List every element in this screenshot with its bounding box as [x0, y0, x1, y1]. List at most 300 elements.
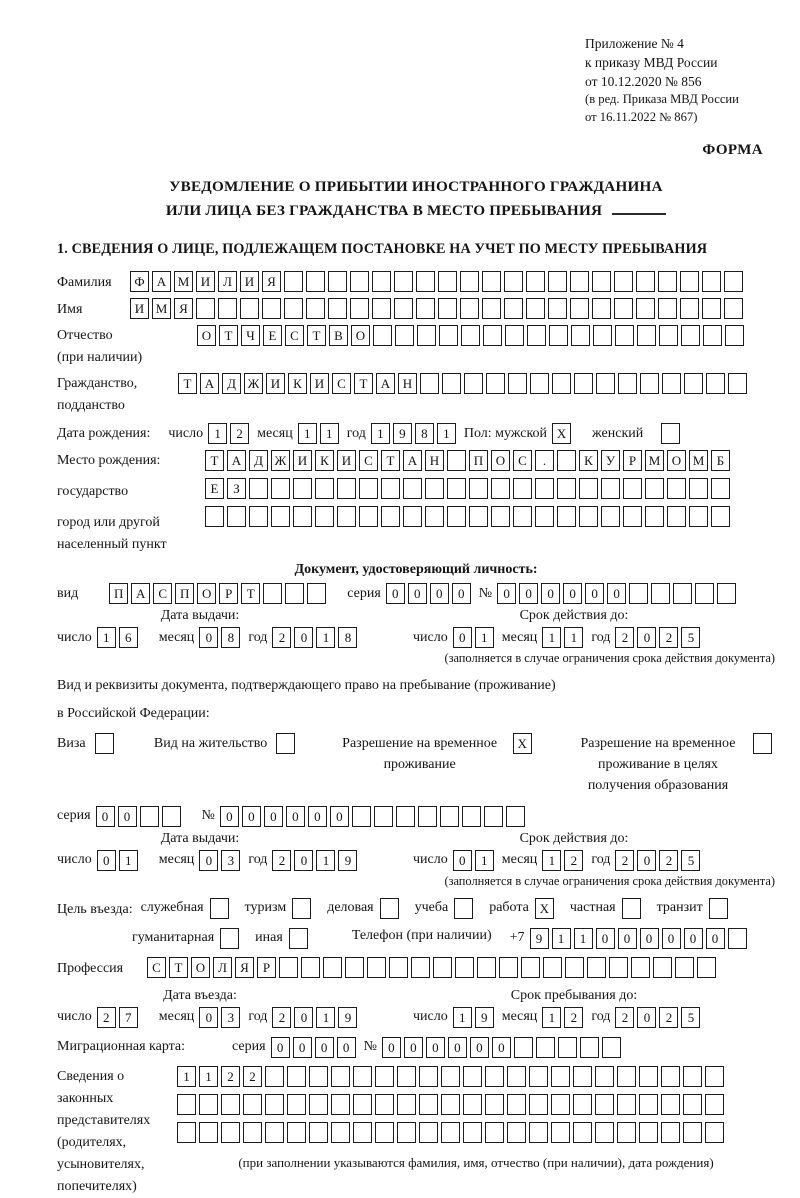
char-cell[interactable]: [461, 325, 480, 346]
char-cell[interactable]: [196, 298, 215, 319]
char-cell[interactable]: 0: [492, 1037, 511, 1058]
char-cell[interactable]: [373, 325, 392, 346]
char-cell[interactable]: 0: [242, 806, 261, 827]
char-cell[interactable]: 0: [293, 1037, 312, 1058]
char-cell[interactable]: 1: [542, 850, 561, 871]
char-cell[interactable]: [683, 1122, 702, 1143]
char-cell[interactable]: 1: [475, 627, 494, 648]
char-cell[interactable]: П: [469, 450, 488, 471]
char-cell[interactable]: 0: [118, 806, 137, 827]
char-cell[interactable]: [337, 478, 356, 499]
char-cell[interactable]: [345, 957, 364, 978]
char-cell[interactable]: [615, 325, 634, 346]
char-cell[interactable]: [265, 1066, 284, 1087]
char-cell[interactable]: [711, 506, 730, 527]
char-cell[interactable]: [587, 957, 606, 978]
char-cell[interactable]: [396, 806, 415, 827]
char-cell[interactable]: 5: [681, 1007, 700, 1028]
char-cell[interactable]: [367, 957, 386, 978]
char-cell[interactable]: [418, 806, 437, 827]
char-cell[interactable]: [307, 583, 326, 604]
char-cell[interactable]: [265, 1094, 284, 1115]
char-cell[interactable]: [375, 1094, 394, 1115]
char-cell[interactable]: 1: [97, 627, 116, 648]
char-cell[interactable]: [394, 298, 413, 319]
char-cell[interactable]: Д: [249, 450, 268, 471]
char-cell[interactable]: 1: [453, 1007, 472, 1028]
char-cell[interactable]: 0: [97, 850, 116, 871]
char-cell[interactable]: [529, 1094, 548, 1115]
char-cell[interactable]: [507, 1066, 526, 1087]
char-cell[interactable]: 2: [230, 423, 249, 444]
char-cell[interactable]: [240, 298, 259, 319]
char-cell[interactable]: [279, 957, 298, 978]
char-cell[interactable]: [618, 373, 637, 394]
char-cell[interactable]: [438, 298, 457, 319]
char-cell[interactable]: [350, 271, 369, 292]
char-cell[interactable]: [227, 506, 246, 527]
char-cell[interactable]: [439, 325, 458, 346]
char-cell[interactable]: [651, 583, 670, 604]
char-cell[interactable]: [631, 957, 650, 978]
char-cell[interactable]: 1: [316, 627, 335, 648]
char-cell[interactable]: [551, 1066, 570, 1087]
char-cell[interactable]: [287, 1066, 306, 1087]
char-cell[interactable]: [653, 957, 672, 978]
char-cell[interactable]: Л: [218, 271, 237, 292]
char-cell[interactable]: [661, 1122, 680, 1143]
char-cell[interactable]: А: [131, 583, 150, 604]
char-cell[interactable]: [645, 506, 664, 527]
char-cell[interactable]: [249, 506, 268, 527]
char-cell[interactable]: 0: [453, 850, 472, 871]
char-cell[interactable]: [602, 1037, 621, 1058]
char-cell[interactable]: [499, 957, 518, 978]
char-cell[interactable]: [220, 928, 239, 949]
char-cell[interactable]: [639, 1094, 658, 1115]
char-cell[interactable]: [614, 271, 633, 292]
char-cell[interactable]: [573, 1094, 592, 1115]
char-cell[interactable]: 1: [316, 850, 335, 871]
char-cell[interactable]: [551, 1094, 570, 1115]
char-cell[interactable]: 0: [637, 627, 656, 648]
char-cell[interactable]: [416, 271, 435, 292]
char-cell[interactable]: [411, 957, 430, 978]
char-cell[interactable]: В: [329, 325, 348, 346]
char-cell[interactable]: 0: [426, 1037, 445, 1058]
char-cell[interactable]: [441, 1122, 460, 1143]
char-cell[interactable]: [573, 1122, 592, 1143]
char-cell[interactable]: [573, 1066, 592, 1087]
char-cell[interactable]: [464, 373, 483, 394]
char-cell[interactable]: [551, 1122, 570, 1143]
char-cell[interactable]: К: [315, 450, 334, 471]
char-cell[interactable]: [521, 957, 540, 978]
char-cell[interactable]: О: [197, 583, 216, 604]
char-cell[interactable]: [331, 1122, 350, 1143]
char-cell[interactable]: Р: [219, 583, 238, 604]
char-cell[interactable]: 1: [574, 928, 593, 949]
char-cell[interactable]: С: [147, 957, 166, 978]
char-cell[interactable]: [506, 806, 525, 827]
char-cell[interactable]: [469, 506, 488, 527]
char-cell[interactable]: А: [376, 373, 395, 394]
char-cell[interactable]: 0: [662, 928, 681, 949]
char-cell[interactable]: [375, 1122, 394, 1143]
char-cell[interactable]: Т: [307, 325, 326, 346]
char-cell[interactable]: 0: [585, 583, 604, 604]
char-cell[interactable]: С: [513, 450, 532, 471]
char-cell[interactable]: [359, 478, 378, 499]
char-cell[interactable]: [529, 1122, 548, 1143]
char-cell[interactable]: [484, 806, 503, 827]
char-cell[interactable]: 0: [386, 583, 405, 604]
char-cell[interactable]: [420, 373, 439, 394]
char-cell[interactable]: [697, 957, 716, 978]
char-cell[interactable]: [645, 478, 664, 499]
char-cell[interactable]: 0: [541, 583, 560, 604]
char-cell[interactable]: [617, 1066, 636, 1087]
char-cell[interactable]: [463, 1066, 482, 1087]
char-cell[interactable]: Я: [235, 957, 254, 978]
char-cell[interactable]: [617, 1094, 636, 1115]
char-cell[interactable]: [309, 1094, 328, 1115]
char-cell[interactable]: [675, 957, 694, 978]
char-cell[interactable]: 3: [221, 850, 240, 871]
char-cell[interactable]: [285, 583, 304, 604]
char-cell[interactable]: [508, 373, 527, 394]
char-cell[interactable]: [622, 898, 641, 919]
char-cell[interactable]: [702, 271, 721, 292]
char-cell[interactable]: 5: [681, 850, 700, 871]
char-cell[interactable]: 8: [338, 627, 357, 648]
char-cell[interactable]: [702, 298, 721, 319]
char-cell[interactable]: И: [196, 271, 215, 292]
char-cell[interactable]: [276, 733, 295, 754]
char-cell[interactable]: 1: [177, 1066, 196, 1087]
char-cell[interactable]: 2: [272, 1007, 291, 1028]
char-cell[interactable]: [331, 1066, 350, 1087]
char-cell[interactable]: [425, 506, 444, 527]
char-cell[interactable]: [177, 1094, 196, 1115]
char-cell[interactable]: 1: [542, 627, 561, 648]
char-cell[interactable]: [683, 1066, 702, 1087]
char-cell[interactable]: [469, 478, 488, 499]
char-cell[interactable]: Н: [398, 373, 417, 394]
char-cell[interactable]: [243, 1094, 262, 1115]
char-cell[interactable]: [570, 298, 589, 319]
char-cell[interactable]: Т: [205, 450, 224, 471]
char-cell[interactable]: [724, 271, 743, 292]
char-cell[interactable]: [263, 583, 282, 604]
char-cell[interactable]: 7: [119, 1007, 138, 1028]
char-cell[interactable]: [592, 271, 611, 292]
char-cell[interactable]: [199, 1122, 218, 1143]
char-cell[interactable]: [477, 957, 496, 978]
char-cell[interactable]: [491, 506, 510, 527]
char-cell[interactable]: К: [579, 450, 598, 471]
char-cell[interactable]: [293, 506, 312, 527]
char-cell[interactable]: 0: [448, 1037, 467, 1058]
char-cell[interactable]: Е: [263, 325, 282, 346]
char-cell[interactable]: [636, 298, 655, 319]
char-cell[interactable]: [571, 325, 590, 346]
char-cell[interactable]: [705, 1094, 724, 1115]
char-cell[interactable]: 1: [298, 423, 317, 444]
char-cell[interactable]: 0: [294, 1007, 313, 1028]
char-cell[interactable]: К: [288, 373, 307, 394]
char-cell[interactable]: [262, 298, 281, 319]
char-cell[interactable]: Е: [205, 478, 224, 499]
char-cell[interactable]: [315, 478, 334, 499]
char-cell[interactable]: [486, 373, 505, 394]
char-cell[interactable]: П: [175, 583, 194, 604]
char-cell[interactable]: [199, 1094, 218, 1115]
char-cell[interactable]: С: [332, 373, 351, 394]
char-cell[interactable]: [595, 1122, 614, 1143]
char-cell[interactable]: [416, 298, 435, 319]
char-cell[interactable]: [623, 506, 642, 527]
char-cell[interactable]: 3: [221, 1007, 240, 1028]
char-cell[interactable]: [724, 298, 743, 319]
char-cell[interactable]: 0: [264, 806, 283, 827]
char-cell[interactable]: [417, 325, 436, 346]
char-cell[interactable]: [637, 325, 656, 346]
char-cell[interactable]: [513, 506, 532, 527]
char-cell[interactable]: 0: [452, 583, 471, 604]
char-cell[interactable]: [728, 373, 747, 394]
char-cell[interactable]: 1: [199, 1066, 218, 1087]
char-cell[interactable]: [438, 271, 457, 292]
char-cell[interactable]: [706, 373, 725, 394]
char-cell[interactable]: 6: [119, 627, 138, 648]
char-cell[interactable]: И: [130, 298, 149, 319]
char-cell[interactable]: 0: [330, 806, 349, 827]
char-cell[interactable]: [482, 271, 501, 292]
char-cell[interactable]: [661, 423, 680, 444]
char-cell[interactable]: [574, 373, 593, 394]
char-cell[interactable]: 0: [308, 806, 327, 827]
char-cell[interactable]: [504, 298, 523, 319]
char-cell[interactable]: [661, 1066, 680, 1087]
char-cell[interactable]: [389, 957, 408, 978]
char-cell[interactable]: [601, 506, 620, 527]
char-cell[interactable]: А: [403, 450, 422, 471]
char-cell[interactable]: А: [227, 450, 246, 471]
char-cell[interactable]: Д: [222, 373, 241, 394]
char-cell[interactable]: 9: [393, 423, 412, 444]
char-cell[interactable]: [287, 1094, 306, 1115]
char-cell[interactable]: О: [491, 450, 510, 471]
char-cell[interactable]: [463, 1122, 482, 1143]
char-cell[interactable]: [683, 1094, 702, 1115]
char-cell[interactable]: [543, 957, 562, 978]
char-cell[interactable]: 0: [453, 627, 472, 648]
char-cell[interactable]: [306, 298, 325, 319]
char-cell[interactable]: Т: [354, 373, 373, 394]
char-cell[interactable]: 0: [220, 806, 239, 827]
char-cell[interactable]: [513, 478, 532, 499]
char-cell[interactable]: У: [601, 450, 620, 471]
char-cell[interactable]: 0: [199, 627, 218, 648]
char-cell[interactable]: [595, 1066, 614, 1087]
char-cell[interactable]: 0: [199, 850, 218, 871]
char-cell[interactable]: 2: [564, 850, 583, 871]
char-cell[interactable]: [352, 806, 371, 827]
char-cell[interactable]: 0: [382, 1037, 401, 1058]
char-cell[interactable]: С: [285, 325, 304, 346]
char-cell[interactable]: [527, 325, 546, 346]
char-cell[interactable]: [353, 1094, 372, 1115]
char-cell[interactable]: [680, 298, 699, 319]
char-cell[interactable]: [557, 478, 576, 499]
char-cell[interactable]: [249, 478, 268, 499]
char-cell[interactable]: [293, 478, 312, 499]
char-cell[interactable]: 9: [338, 1007, 357, 1028]
char-cell[interactable]: [328, 271, 347, 292]
char-cell[interactable]: [397, 1122, 416, 1143]
char-cell[interactable]: Ж: [244, 373, 263, 394]
char-cell[interactable]: С: [153, 583, 172, 604]
char-cell[interactable]: [395, 325, 414, 346]
char-cell[interactable]: 0: [637, 850, 656, 871]
char-cell[interactable]: [536, 1037, 555, 1058]
char-cell[interactable]: О: [351, 325, 370, 346]
char-cell[interactable]: 1: [119, 850, 138, 871]
char-cell[interactable]: [447, 450, 466, 471]
char-cell[interactable]: [177, 1122, 196, 1143]
char-cell[interactable]: Ф: [130, 271, 149, 292]
char-cell[interactable]: 0: [618, 928, 637, 949]
char-cell[interactable]: 0: [408, 583, 427, 604]
char-cell[interactable]: [328, 298, 347, 319]
char-cell[interactable]: М: [152, 298, 171, 319]
char-cell[interactable]: 0: [430, 583, 449, 604]
char-cell[interactable]: [353, 1122, 372, 1143]
char-cell[interactable]: Т: [241, 583, 260, 604]
char-cell[interactable]: Т: [169, 957, 188, 978]
char-cell[interactable]: [425, 478, 444, 499]
char-cell[interactable]: [557, 506, 576, 527]
char-cell[interactable]: О: [197, 325, 216, 346]
char-cell[interactable]: [447, 506, 466, 527]
char-cell[interactable]: [460, 298, 479, 319]
char-cell[interactable]: [673, 583, 692, 604]
char-cell[interactable]: [661, 1094, 680, 1115]
char-cell[interactable]: [441, 1066, 460, 1087]
char-cell[interactable]: [403, 506, 422, 527]
char-cell[interactable]: [265, 1122, 284, 1143]
char-cell[interactable]: Я: [174, 298, 193, 319]
char-cell[interactable]: И: [310, 373, 329, 394]
char-cell[interactable]: [243, 1122, 262, 1143]
char-cell[interactable]: 2: [659, 1007, 678, 1028]
char-cell[interactable]: [695, 583, 714, 604]
char-cell[interactable]: [617, 1122, 636, 1143]
char-cell[interactable]: 0: [706, 928, 725, 949]
char-cell[interactable]: М: [689, 450, 708, 471]
char-cell[interactable]: Р: [257, 957, 276, 978]
char-cell[interactable]: И: [337, 450, 356, 471]
char-cell[interactable]: [331, 1094, 350, 1115]
char-cell[interactable]: [289, 928, 308, 949]
char-cell[interactable]: Ч: [241, 325, 260, 346]
char-cell[interactable]: [640, 373, 659, 394]
char-cell[interactable]: Я: [262, 271, 281, 292]
char-cell[interactable]: 2: [564, 1007, 583, 1028]
char-cell[interactable]: [353, 1066, 372, 1087]
char-cell[interactable]: С: [359, 450, 378, 471]
char-cell[interactable]: [221, 1094, 240, 1115]
char-cell[interactable]: [287, 1122, 306, 1143]
char-cell[interactable]: [689, 506, 708, 527]
char-cell[interactable]: [549, 325, 568, 346]
char-cell[interactable]: [462, 806, 481, 827]
char-cell[interactable]: [375, 1066, 394, 1087]
char-cell[interactable]: 0: [470, 1037, 489, 1058]
char-cell[interactable]: 2: [272, 850, 291, 871]
char-cell[interactable]: [95, 733, 114, 754]
char-cell[interactable]: Т: [219, 325, 238, 346]
char-cell[interactable]: 0: [640, 928, 659, 949]
char-cell[interactable]: [639, 1066, 658, 1087]
char-cell[interactable]: [535, 478, 554, 499]
char-cell[interactable]: 2: [97, 1007, 116, 1028]
char-cell[interactable]: [455, 957, 474, 978]
char-cell[interactable]: [284, 271, 303, 292]
char-cell[interactable]: 2: [243, 1066, 262, 1087]
char-cell[interactable]: [725, 325, 744, 346]
char-cell[interactable]: 2: [615, 627, 634, 648]
char-cell[interactable]: [514, 1037, 533, 1058]
char-cell[interactable]: [372, 298, 391, 319]
char-cell[interactable]: [552, 373, 571, 394]
char-cell[interactable]: 0: [637, 1007, 656, 1028]
char-cell[interactable]: 0: [271, 1037, 290, 1058]
char-cell[interactable]: [548, 271, 567, 292]
char-cell[interactable]: [507, 1122, 526, 1143]
char-cell[interactable]: [394, 271, 413, 292]
char-cell[interactable]: [658, 271, 677, 292]
char-cell[interactable]: [596, 373, 615, 394]
char-cell[interactable]: З: [227, 478, 246, 499]
char-cell[interactable]: А: [200, 373, 219, 394]
char-cell[interactable]: [667, 478, 686, 499]
char-cell[interactable]: [709, 898, 728, 919]
char-cell[interactable]: [442, 373, 461, 394]
char-cell[interactable]: 1: [475, 850, 494, 871]
char-cell[interactable]: И: [266, 373, 285, 394]
char-cell[interactable]: Т: [381, 450, 400, 471]
char-cell[interactable]: [323, 957, 342, 978]
char-cell[interactable]: 0: [519, 583, 538, 604]
char-cell[interactable]: [728, 928, 747, 949]
char-cell[interactable]: [592, 298, 611, 319]
char-cell[interactable]: [717, 583, 736, 604]
char-cell[interactable]: [162, 806, 181, 827]
char-cell[interactable]: [485, 1094, 504, 1115]
char-cell[interactable]: [507, 1094, 526, 1115]
char-cell[interactable]: [359, 506, 378, 527]
char-cell[interactable]: [703, 325, 722, 346]
char-cell[interactable]: [689, 478, 708, 499]
char-cell[interactable]: 2: [659, 627, 678, 648]
char-cell[interactable]: [595, 1094, 614, 1115]
char-cell[interactable]: [381, 478, 400, 499]
char-cell[interactable]: [419, 1066, 438, 1087]
char-cell[interactable]: 1: [564, 627, 583, 648]
char-cell[interactable]: [579, 478, 598, 499]
